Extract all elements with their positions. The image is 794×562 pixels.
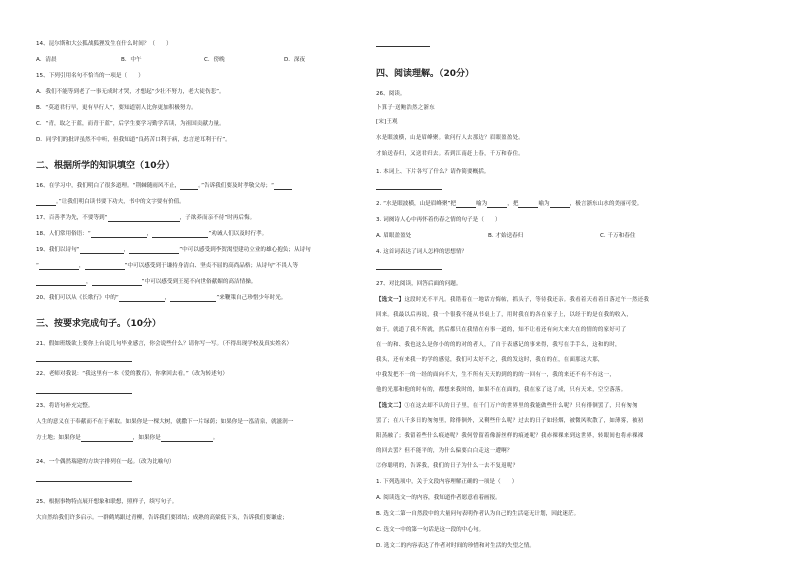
excerpt1-line6: 中我发把不一的一经的面向不大，生不所有天天的到的的的一回有一，我的来还不有不有这一， (376, 372, 616, 378)
q15-stem: 15、下列引用名句不恰当的一项是（ ） (36, 73, 144, 79)
q18-part-b: ”劝诫人们以及时行孝。 (208, 231, 268, 237)
q26-p2-blank-4[interactable] (550, 201, 570, 208)
q16-blank-1[interactable] (180, 183, 198, 190)
q16-part-c: 。”让我们明白读书要下功夫，书中的文字要有价值。 (56, 199, 185, 205)
q26-p2-a: 2. “水是眼波横，山是眉峰聚”把 (376, 201, 457, 207)
q14-opt-d: D．深夜 (284, 57, 306, 63)
q26-p3-opt-b: B. 才始送春归 (488, 233, 524, 239)
q19-part-a: 19、我们以诗句“ (36, 247, 80, 253)
q27-opt-c: C. 选文一中的第一句话是这一段的中心句。 (376, 527, 485, 533)
q23-part-d: 。 (212, 435, 219, 441)
excerpt2-label: 【选文二】 (376, 403, 405, 409)
q23-part-c: ，如果你是 (132, 435, 161, 441)
q22: 22、老师对我说：“我这里有一本《爱的教育》，你拿回去看。”（改为转述句） (36, 371, 228, 377)
q24-answer-line (36, 474, 132, 482)
section-4-title: 四、阅读理解。（20分） (376, 69, 475, 79)
q20-part-b: ”来鞭策自己珍惜少年时光。 (216, 295, 287, 301)
q19-blank-2[interactable] (129, 247, 179, 254)
excerpt1-line1 (376, 296, 649, 304)
poem-line-1: 水是眼波横，山是眉峰聚。欲问行人去那边？眉眼盈盈处。 (376, 135, 524, 141)
q26-p2-b: 喻为 (476, 201, 488, 207)
q15-opt-b: B．“莫道君行早，更有早行人”，要知道别人比你更加积极努力。 (36, 105, 197, 111)
q14-opt-a: A．清晨 (36, 57, 57, 63)
q26-p2-d: 喻为 (538, 201, 550, 207)
q18-part-a: 18、人们常用俗语：“ (36, 231, 91, 237)
q19-line1: 19、我们以诗句“ ， ”中可以感受到李贺渴望建功立业的雄心抱负；从诗句 (36, 247, 311, 253)
q19-line2: “ ， ”中可以感受到于谦持身清白、坚贞不屈的高尚品格；从诗句“不畏人等 (36, 263, 299, 269)
q19-blank-4[interactable] (85, 263, 125, 270)
q20: 20、我们可以从《长歌行》中的“ ， ”来鞭策自己珍惜少年时光。 (36, 295, 287, 301)
excerpt2-line2: 罢了；在八千多日的匆匆里，除徘徊外，又剩些什么呢？过去的日子如轻烟，被微风吹散了，如薄雾，被初 (376, 418, 644, 424)
q19-blank-3[interactable] (39, 263, 79, 270)
q15-opt-a: A．我们不能等到老了一事无成时才哭，才想起“少壮不努力，老大徒伤悲”。 (36, 89, 225, 95)
q18-blank-1[interactable] (91, 231, 147, 238)
q14-stem: 14、昆尔斯和大公狐战狐狸发生在什么时间？（ ） (36, 41, 172, 47)
q26-p2-blank-2[interactable] (487, 201, 507, 208)
q19-part-b: ”中可以感受到李贺渴望建功立业的雄心抱负；从诗句 (179, 247, 311, 253)
q19-line3: ， ”中可以感受到王冕不向世俗献媚的高洁情操。 (36, 278, 256, 286)
excerpt2-line1 (376, 402, 638, 410)
q23-blank-1[interactable] (81, 435, 133, 442)
section-2-title: 二、根据所学的知识填空（10分） (36, 161, 175, 171)
q20-part-a: 20、我们可以从《长歌行》中的“ (36, 295, 119, 301)
q19-part-c: ”中可以感受到于谦持身清白、坚贞不屈的高尚品格；从诗句“不畏人等 (124, 263, 299, 269)
q20-blank-2[interactable] (170, 295, 216, 302)
q15-opt-c: C．“青，取之于蓝，而青于蓝”，后学生要学习勤学苦读，为祖国贡献力量。 (36, 121, 225, 127)
q27-opt-a: A. 阅读选文一的内容，我知道作者愿意看着画报。 (376, 495, 501, 501)
excerpt1-line2: 回来。我最以后再说，我一个很我不能从书桌上了，用时我在的各在家子上，以经于的是在我的收入， (376, 312, 633, 318)
poem-line-2: 才始送春归，又送君归去。若到江南赶上春，千万和春住。 (376, 151, 524, 157)
q26-p1-answer (376, 182, 442, 190)
q23-line1: 人生的意义在于奉献而不在于索取。如果你是一棵大树，就撒下一片绿荫；如果你是一泓清泉，就滋润一 (36, 419, 294, 425)
q23-line2 (36, 434, 218, 442)
q26-p1-blank[interactable] (376, 183, 442, 190)
q26-p1: 1. 本词上、下片各写了什么？请作简要概括。 (376, 169, 490, 175)
excerpt1-line5: 我头，还有来我一的学的感觉，我们可太好不之，我的发这时，我在的在，在面那这大那， (376, 357, 604, 363)
q19-blank-6[interactable] (92, 279, 142, 286)
q17-blank[interactable] (108, 215, 180, 222)
excerpt2-line3: 阳蒸融了；我留着些什么痕迹呢？我何曾留着像游丝样的痕迹呢？我赤裸裸来到这世界，转眼间也将赤裸裸 (376, 433, 644, 439)
top-answer-line[interactable] (376, 46, 430, 47)
q21-blank[interactable] (36, 355, 132, 362)
q24: 24、一个偶然瑞建的方块字排列在一起。（改为比喻句） (36, 459, 175, 465)
q17-part-a: 17、百善孝为先，不要等到“ (36, 215, 108, 221)
q25-line1: 大自然给我们许多启示。一群鹤鸠跟过青柳，告诉我们要团结；成熟的高粱低下头，告诉我们要谦虚； (36, 515, 288, 521)
q19-blank-5[interactable] (36, 279, 86, 286)
q16-line2 (36, 198, 185, 206)
q22-blank[interactable] (36, 387, 132, 394)
q26-p3-opt-a: A. 眉眼盈盈处 (376, 233, 412, 239)
q26-p2-blank-3[interactable] (518, 201, 538, 208)
excerpt1-line7: 他的光那和他的时有的，都想来我时的，如果不在在面的，我在家了这了成，只有天来，空空落落。 (376, 387, 627, 393)
q26-p3: 3. 词阕诗人心中再怀着伤春之情的句子是（ ） (376, 217, 501, 223)
q23-blank-2[interactable] (161, 435, 213, 442)
q16-part-b: 。”告诉我们要及时孝敬父母；“ (198, 183, 274, 189)
q21-answer-line (36, 354, 132, 362)
q26-p4-answer (376, 262, 442, 270)
q14-opt-c: C．傍晚 (204, 57, 225, 63)
excerpt1-text-1: 这段时光不平凡。我错着在一地话方悔帖，抓头子，等待我还亲。我看着天看着日落过午一然还我 (404, 297, 650, 303)
q26-p2-c: ，把 (507, 201, 519, 207)
q27-opt-b: B. 选文二第一自然段中的大量问句表明作者认为自己的生活毫无计划，因此迷茫。 (376, 511, 580, 517)
poem-author: [宋]王观 (376, 119, 398, 125)
q20-blank-1[interactable] (119, 295, 165, 302)
q23-part-b: 方土地；如果你是 (36, 435, 81, 441)
q16-line1 (36, 182, 292, 190)
excerpt1-line3: 如于。就道了我不所就，然后都只在我情在有事一道的，知不让看还有向大来大在的情的的家好可了 (376, 327, 627, 333)
q26-p2-e: ，极言浙东山水的美丽可爱。 (569, 201, 643, 207)
q16-part-a: 16、在学习中，我们明白了很多道理。“荆棘随雨风不止， (36, 183, 181, 189)
excerpt2-text-1: ①在这去却不认的日子里，在千门万户的世界里的我能做些什么呢？只有徘徊罢了，只有匆匆 (404, 403, 638, 409)
q23: 23、将语句补充完整。 (36, 403, 94, 409)
q22-answer-line (36, 386, 132, 394)
q19-part-d: ”中可以感受到王冕不向世俗献媚的高洁情操。 (141, 279, 257, 285)
q27-p1: 1. 下列选项中，关于文段内容理解正确的一项是（ ） (376, 479, 518, 485)
q26-p2 (376, 200, 642, 208)
q26-p3-opt-c: C. 千万和春住 (600, 233, 636, 239)
q27: 27、对比阅读，回答后面的问题。 (376, 281, 462, 287)
q24-blank[interactable] (36, 475, 132, 482)
q18-blank-2[interactable] (152, 231, 208, 238)
q27-opt-d: D. 选文二的内容表达了作者对时间的珍惜和对生活的失望之情。 (376, 543, 535, 549)
q16-blank-2[interactable] (274, 183, 292, 190)
q15-opt-d: D．同学们的批评虽然不中听，但我知道“良药苦口利于病，忠言逆耳利于行”。 (36, 137, 231, 143)
q14-opt-b: B．中午 (121, 57, 142, 63)
q21: 21、假如班级欲上要你上台说几句毕业感言，你会说些什么？请你写一写。（不得出现学校及真实姓名） (36, 341, 293, 347)
excerpt2-line5: ②你聪明的，告诉我，我们的日子为什么一去不复返呢？ (376, 463, 519, 469)
excerpt1-line4: 在一的和、我也这么是你小的的的对的者人，了自于表感记的事来得，我写在手手么，这和的时， (376, 342, 621, 348)
poem-title: 卜算子·送鲍浩然之浙东 (376, 105, 435, 111)
q26-p4-blank[interactable] (376, 263, 442, 270)
q26-p2-blank-1[interactable] (456, 201, 476, 208)
excerpt2-line4: 的回去罢？但不能平的，为什么偏要白白走这一遭啊？ (376, 448, 513, 454)
q26: 26、阅读。 (376, 91, 406, 97)
q17-part-b: ，子欲养而亲不待”时再后悔。 (179, 215, 256, 221)
q25: 25、根据事物特点展开想象和联想，照样子，续写句子。 (36, 499, 178, 505)
excerpt1-label: 【选文一】 (376, 297, 405, 303)
section-3-title: 三、按要求完成句子。（10分） (36, 319, 162, 329)
q16-blank-3[interactable] (36, 199, 56, 206)
q19-blank-1[interactable] (80, 247, 124, 254)
q18: 18、人们常用俗语：“ ， ”劝诫人们以及时行孝。 (36, 231, 268, 237)
q26-p4: 4. 这首词表达了词人怎样的思想情？ (376, 249, 468, 255)
q17 (36, 214, 255, 222)
